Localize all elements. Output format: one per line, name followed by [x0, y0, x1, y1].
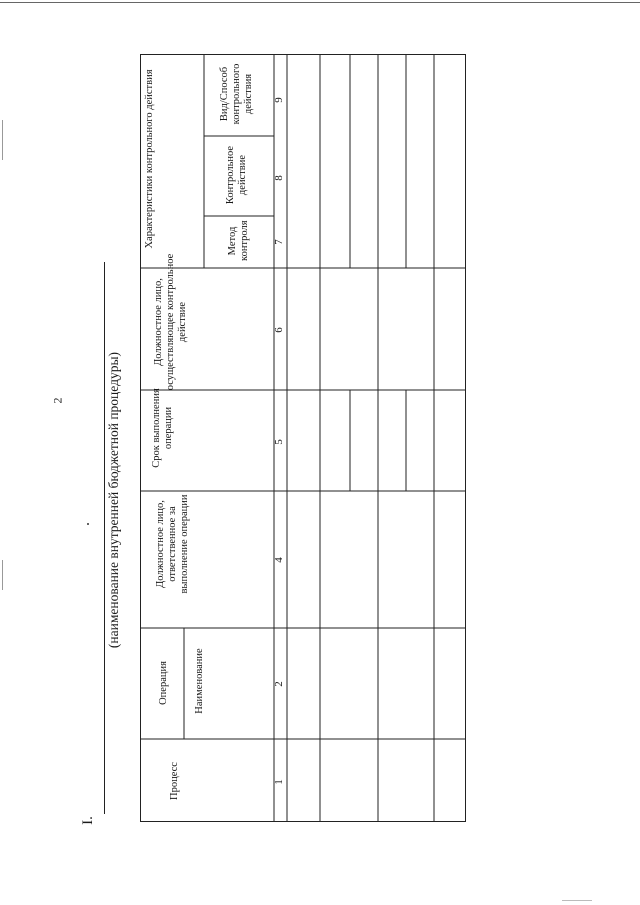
column-number-1: 1: [272, 779, 285, 785]
header-controller: Должностное лицо, осуществляющее контрольное действие: [153, 253, 188, 391]
table-grid: [140, 54, 466, 822]
column-number-6: 6: [272, 327, 285, 333]
scan-speck: [562, 900, 592, 901]
column-number-8: 8: [272, 175, 285, 181]
page-number: 2: [50, 397, 65, 404]
header-control-characteristics: Характеристики контрольного действия: [144, 69, 155, 249]
header-control-method: Метод контроля: [227, 220, 250, 261]
header-process: Процесс: [169, 762, 180, 800]
scan-top-edge: [0, 2, 640, 3]
scan-dot: [87, 523, 89, 525]
scan-edge-mark: [2, 120, 3, 160]
scan-edge-mark: [2, 560, 3, 590]
procedure-table: [140, 54, 466, 822]
column-number-2: 2: [272, 681, 285, 687]
header-control-action: Контрольное действие: [225, 145, 248, 205]
section-number: I.: [79, 816, 96, 825]
column-number-7: 7: [272, 239, 285, 245]
column-number-4: 4: [272, 557, 285, 563]
header-control-type: Вид/Способ контрольного действия: [219, 63, 254, 125]
heading-caption: (наименование внутренней бюджетной процедуры): [106, 351, 121, 649]
header-responsible: Должностное лицо, ответственное за выполнение операции: [155, 494, 190, 594]
column-number-9: 9: [272, 97, 285, 103]
column-number-5: 5: [272, 439, 285, 445]
header-operation: Операция: [158, 661, 169, 705]
header-deadline: Срок выполнения операции: [151, 388, 174, 468]
header-operation-name: Наименование: [194, 648, 205, 714]
